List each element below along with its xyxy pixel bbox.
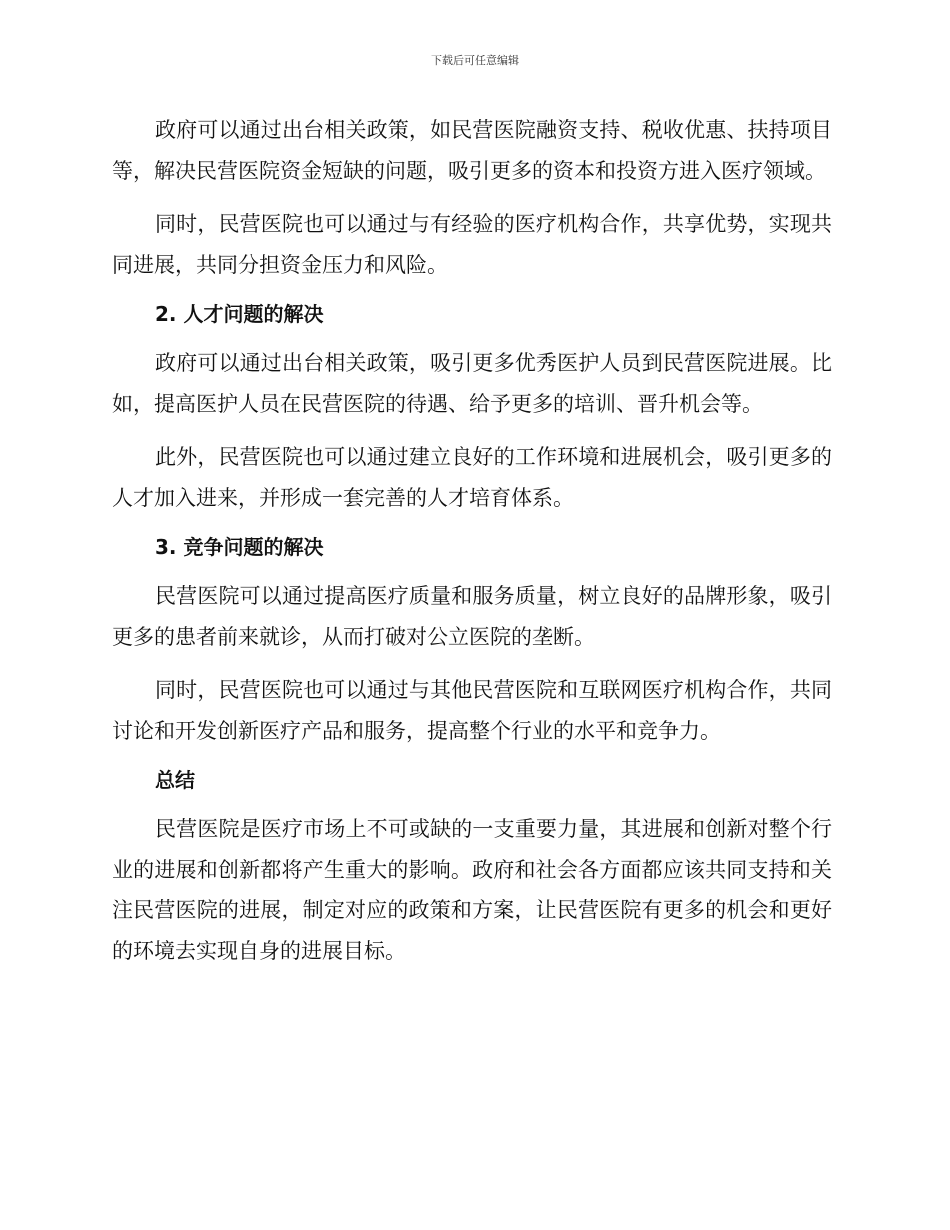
paragraph: 同时，民营医院也可以通过与有经验的医疗机构合作，共享优势，实现共同进展，共同分担资金压力和风险。 [112,212,832,277]
section-heading: 总结 [155,768,195,792]
section-heading: 3. 竞争问题的解决 [155,535,324,559]
paragraph: 政府可以通过出台相关政策，如民营医院融资支持、税收优惠、扶持项目等，解决民营医院资金短缺的问题，吸引更多的资本和投资方进入医疗领域。 [112,118,832,183]
paragraph: 同时，民营医院也可以通过与其他民营医院和互联网医疗机构合作，共同讨论和开发创新医疗产品和服务，提高整个行业的水平和竞争力。 [112,678,832,743]
paragraph: 此外，民营医院也可以通过建立良好的工作环境和进展机会，吸引更多的人才加入进来，并形成一套完善的人才培育体系。 [112,445,832,510]
paragraph: 民营医院是医疗市场上不可或缺的一支重要力量，其进展和创新对整个行业的进展和创新都将产生重大的影响。政府和社会各方面都应该共同支持和关注民营医院的进展，制定对应的政策和方案，让民营医院有更多的机会和更好的环境去实现自身的进展目标。 [112,817,832,963]
paragraph: 政府可以通过出台相关政策，吸引更多优秀医护人员到民营医院进展。比如，提高医护人员在民营医院的待遇、给予更多的培训、晋升机会等。 [112,351,832,416]
section-heading: 2. 人才问题的解决 [155,302,324,326]
paragraph: 民营医院可以通过提高医疗质量和服务质量，树立良好的品牌形象，吸引更多的患者前来就诊，从而打破对公立医院的垄断。 [112,584,832,649]
document-body [112,110,832,971]
page-header-note: 下载后可任意编辑 [431,54,519,67]
